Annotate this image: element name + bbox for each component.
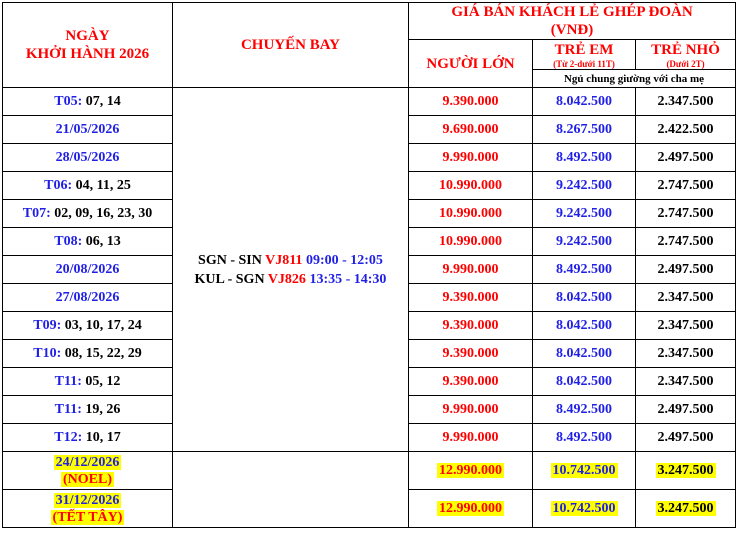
- departure-date-cell: [3, 228, 173, 256]
- departure-date-cell: [3, 368, 173, 396]
- departure-days: 08, 15, 22, 29: [64, 345, 142, 361]
- price-table: [2, 2, 736, 528]
- infant-header: TRẺ NHỎ (Dưới 2T): [636, 40, 736, 70]
- child-price: 8.492.500: [533, 144, 636, 172]
- child-price: 8.042.500: [533, 312, 636, 340]
- adult-price: 9.990.000: [409, 396, 533, 424]
- child-price: 8.042.500: [533, 340, 636, 368]
- flight-column-header: CHUYẾN BAY: [173, 3, 409, 88]
- adult-price: 9.990.000: [409, 256, 533, 284]
- departure-date-cell: [3, 88, 173, 116]
- child-price: 8.042.500: [533, 368, 636, 396]
- infant-price: 2.347.500: [636, 88, 736, 116]
- departure-date-cell: [3, 200, 173, 228]
- holiday-flight-cell: [173, 452, 409, 528]
- adult-price: 9.390.000: [409, 368, 533, 396]
- adult-price: 9.690.000: [409, 116, 533, 144]
- month-label: T10:: [33, 345, 62, 361]
- month-label: T08:: [54, 233, 83, 249]
- outbound-flight: SGN - SIN VJ811 09:00 - 12:05: [198, 252, 383, 268]
- infant-price: 2.347.500: [636, 368, 736, 396]
- adult-price: 9.390.000: [409, 88, 533, 116]
- flight-info-cell: [173, 88, 409, 452]
- adult-price: 10.990.000: [409, 228, 533, 256]
- holiday-date-cell: [3, 490, 173, 528]
- date-header-line2: KHỞI HÀNH 2026: [25, 46, 150, 62]
- adult-price: 10.990.000: [409, 172, 533, 200]
- holiday-child-price: 10.742.500: [533, 452, 636, 490]
- holiday-date: 31/12/2026: [55, 492, 120, 508]
- price-group-line2: (VNĐ): [550, 22, 594, 38]
- month-label: T06:: [44, 177, 73, 193]
- departure-date-cell: [3, 116, 173, 144]
- adult-price: 9.990.000: [409, 144, 533, 172]
- infant-price: 2.747.500: [636, 200, 736, 228]
- infant-price: 2.497.500: [636, 256, 736, 284]
- departure-days: 02, 09, 16, 23, 30: [54, 205, 153, 221]
- holiday-date-cell: [3, 452, 173, 490]
- holiday-name: (TẾT TÂY): [52, 509, 123, 525]
- bed-note: Ngủ chung giường với cha mẹ: [533, 70, 736, 88]
- price-group-line1: GIÁ BÁN KHÁCH LẺ GHÉP ĐOÀN: [451, 4, 693, 20]
- infant-price: 2.347.500: [636, 340, 736, 368]
- departure-date-cell: [3, 172, 173, 200]
- adult-header: NGƯỜI LỚN: [409, 40, 533, 88]
- departure-date-cell: [3, 312, 173, 340]
- return-flight: KUL - SGN VJ826 13:35 - 14:30: [194, 271, 387, 287]
- child-price: 8.267.500: [533, 116, 636, 144]
- infant-price: 2.347.500: [636, 312, 736, 340]
- month-label: T11:: [54, 373, 82, 389]
- departure-date-cell: [3, 424, 173, 452]
- child-price: 8.492.500: [533, 256, 636, 284]
- departure-days: 27/08/2026: [55, 289, 120, 305]
- departure-days: 05, 12: [85, 373, 121, 389]
- adult-price: 9.390.000: [409, 312, 533, 340]
- child-price: 9.242.500: [533, 172, 636, 200]
- infant-price: 2.747.500: [636, 228, 736, 256]
- departure-days: 28/05/2026: [55, 149, 120, 165]
- departure-date-cell: [3, 396, 173, 424]
- holiday-child-price: 10.742.500: [533, 490, 636, 528]
- adult-price: 10.990.000: [409, 200, 533, 228]
- departure-days: 10, 17: [85, 429, 121, 445]
- month-label: T05:: [54, 93, 83, 109]
- infant-price: 2.497.500: [636, 396, 736, 424]
- child-price: 8.042.500: [533, 88, 636, 116]
- infant-price: 2.497.500: [636, 144, 736, 172]
- date-header-line1: NGÀY: [65, 28, 110, 44]
- month-label: T11:: [54, 401, 82, 417]
- holiday-date: 24/12/2026: [55, 454, 120, 470]
- infant-price: 2.747.500: [636, 172, 736, 200]
- child-price: 8.042.500: [533, 284, 636, 312]
- child-price: 8.492.500: [533, 396, 636, 424]
- departure-date-cell: [3, 144, 173, 172]
- holiday-adult-price: 12.990.000: [409, 490, 533, 528]
- departure-date-cell: [3, 340, 173, 368]
- date-column-header: [3, 3, 173, 88]
- price-group-header: [409, 3, 736, 40]
- child-header: TRẺ EM (Từ 2-dưới 11T): [533, 40, 636, 70]
- departure-days: 06, 13: [85, 233, 121, 249]
- departure-date-cell: [3, 256, 173, 284]
- adult-price: 9.390.000: [409, 284, 533, 312]
- month-label: T12:: [54, 429, 83, 445]
- month-label: T07:: [22, 205, 51, 221]
- month-label: T09:: [33, 317, 62, 333]
- infant-price: 2.422.500: [636, 116, 736, 144]
- departure-days: 19, 26: [85, 401, 121, 417]
- infant-price: 2.347.500: [636, 284, 736, 312]
- adult-price: 9.390.000: [409, 340, 533, 368]
- holiday-infant-price: 3.247.500: [636, 452, 736, 490]
- table-row: [3, 88, 736, 116]
- departure-days: 04, 11, 25: [75, 177, 131, 193]
- departure-days: 20/08/2026: [55, 261, 120, 277]
- holiday-name: (NOEL): [63, 471, 112, 487]
- departure-date-cell: [3, 284, 173, 312]
- child-price: 9.242.500: [533, 200, 636, 228]
- holiday-infant-price: 3.247.500: [636, 490, 736, 528]
- departure-days: 07, 14: [85, 93, 121, 109]
- adult-price: 9.990.000: [409, 424, 533, 452]
- infant-price: 2.497.500: [636, 424, 736, 452]
- holiday-adult-price: 12.990.000: [409, 452, 533, 490]
- child-price: 9.242.500: [533, 228, 636, 256]
- departure-days: 21/05/2026: [55, 121, 120, 137]
- holiday-row: [3, 452, 736, 490]
- departure-days: 03, 10, 17, 24: [64, 317, 142, 333]
- child-price: 8.492.500: [533, 424, 636, 452]
